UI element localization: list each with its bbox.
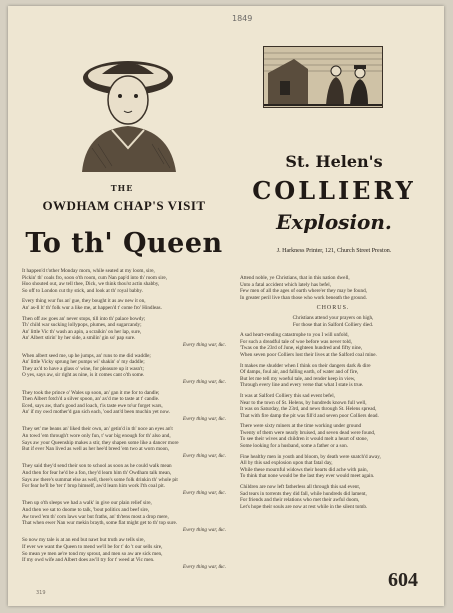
left-footnote: 319 <box>36 590 46 596</box>
right-song-text <box>240 275 426 514</box>
right-stanza-2: A sad heart-rending catastrophe to you I will unfold, For such a dreadful tale of woe before was never told, 'Twas on the 23rd of June, eighteen hundred and fifty nine, When seven poor Colliers lost their lives at the Salford coal mine. <box>240 332 377 358</box>
right-title-line2: COLLIERY <box>252 176 416 205</box>
refrain: Every thing war, &c. <box>182 415 226 422</box>
left-stanza-2: Every thing wur fus an' gue, they bought it as aw new it on, An' as-ll lt' th' folk wur a like me, at happen'd t' come fro' Hindleas. <box>22 298 162 311</box>
left-title-line2: To th' Queen <box>25 228 223 259</box>
colliery-woodcut <box>263 46 383 108</box>
right-stanza-3: It makes me shudder when I think on their dangers dark & dire Of damps, foul air, and falling earth, of water and of fire, But let me tell my woeful tale, and render keep in view, Through every line and every verse that what I state is true. <box>240 362 371 389</box>
refrain: Every thing war, &c. <box>182 489 226 496</box>
left-stanza-4: When albert seed me, up he jumps, an' runs to me did waddle; An' little Vicky sprung her pumps wi' shakin' o' my daddle; They ax'd to have a glass o' wine, for pleasure up it wasn't; O yes, says aw, sir right as nine, is it comes cant o'th some. Every thing war, &c. <box>22 352 226 385</box>
left-stanza-8: Then up o'th sleeps we had a walk' in give our plain relief sire, And then we sat to doome to talk, 'bout politics and beef sire, Aw towd 'em th' corn laws war but fraths, an' th'tens most a drop mere, That when ewer Nan wur mekin brayth, some flat might get to th' top sure. Every thing war, &c. <box>22 500 226 533</box>
right-stanza-7: Children are now left fatherless all through this sad event, Sad tears in torrents they did fall, while hundreds did lament, For friends and their relations who met their awful doom, Let's hope their souls are now at rest while in the silent tomb. <box>240 484 368 510</box>
pencil-date-note: 1849 <box>232 14 253 23</box>
left-stanza-3: Then off aw goes an' never stops, till into th' palace bowdy; Th' child war sucking lollypops, plumes, and sugarcandy; An' little Vic th' wash an apin, a scraikin' on her lap, sure, An' Albert stirin' by her side, a smilin' gin so' pap sure. Every thing war, &c. <box>22 315 226 348</box>
owdham-chap-woodcut <box>72 48 188 172</box>
right-chorus: Christians attend your prayers on high, For those that in Salford Colliery died. <box>292 314 374 328</box>
left-stanza-9: So now my tale is at an end but nawt but truth aw tells sire, If ever we want the Queen to mend we'll be for t' do 't our sells sire, So mean ye men ae're tond my sprout, and men so aw are sick men, If my owd wife and Albert does aw'll try for t' weed at Vic men. Every thing war, &c. <box>22 537 226 570</box>
left-stanza-6: They set' me beans an' liked their own, an' getin'd in th' noce an eyes an't An towd 'em through't wore only fun, t' war big enough for th' also and, Says aw your Queenship makes a stir, they shapen some like a dancer more But if ever Nan lived as well as her hee'd breed 'em two at worn moon, Every thing war, &c. <box>22 426 226 459</box>
page-number: 604 <box>388 569 418 591</box>
refrain: Every thing war, &c. <box>182 526 226 533</box>
right-stanza-4: It was at Salford Colliery this sad event befel, Near to the town of St. Helens, by hundreds known full well, It was on Saturday, the 23rd, and news through St. Helens spread, That with fire damp the pit was fill'd and seven poor Colliers dead. <box>240 392 379 419</box>
left-title-the: THE <box>110 183 134 193</box>
left-stanza-5: They took the prince o' Wales up soon, an' gan it me for to dandle; Then Albert fotch'd a silver spoon, an' ax'd me to taste at t' candle. Eced, says aw, that's good and loach, t'is taste ewe to'ur forget wars, An' if my owd mother'd gan sich each, 'ood ant'd been muchin yet now. Every thing war, &c. <box>22 389 226 422</box>
right-stanza-6: Fine healthy men in youth and bloom, by death were snatch'd away, All by this sad explosion upon that fatal day, While these mournful widows their hearts did ache with pain, To think that none would be the last they ever would meet again. <box>240 453 381 480</box>
chorus-label: CHORUS. <box>316 305 350 312</box>
right-title-line3: Explosion. <box>276 210 392 234</box>
refrain: Every thing war, &c. <box>182 563 226 570</box>
right-title-line1: St. Helen's <box>285 152 383 171</box>
refrain: Every thing war, &c. <box>182 341 226 348</box>
left-title-line1: OWDHAM CHAP'S VISIT <box>42 198 206 213</box>
refrain: Every thing war, &c. <box>182 378 226 385</box>
broadside-sheet <box>8 6 444 606</box>
right-stanza-1: Attend noble, ye Christians, that in this nation dwell, Unto a fatal accident which lately has befel, Few men of all the ages of earth where'er they may be found, In greater peril live than those who work beneath the ground. <box>240 275 367 301</box>
refrain: Every thing war, &c. <box>182 452 226 459</box>
right-stanza-5: There were sixty miners at the time working under ground Twenty of them were nearly bruised, and seven dead were found, To see their wives and children it would melt a heart of stone, Some looking for a husband, some a father or a son. <box>240 423 376 450</box>
left-stanza-1: It happen'd t'other Monday morn, while seated at my loom, sire, Pickin' th' coals fro, soon o'th room, cum Nan pap'd into th' room sire, Hoo shouted out, aw tell thee, Dick, we think thou'st actin shabby, So off to London cut thy stick, and look at th' royal babby. <box>22 268 168 294</box>
left-stanza-7: They said they'd send their son to school as soon as he could walk mean And then for fear he'd be a fon, they'd learn him th' Owdham talk mean, Says aw there's summat else as well, there's some folk drinkin th' whole pit For fear he'll be 'ter t' brop himself, aw'd learn him work I'th coal pit. Every thing war, &c. <box>22 463 226 496</box>
printer-imprint: J. Harkness Printer, 121, Church Street Preston. <box>276 248 392 254</box>
left-song-text <box>22 268 226 574</box>
